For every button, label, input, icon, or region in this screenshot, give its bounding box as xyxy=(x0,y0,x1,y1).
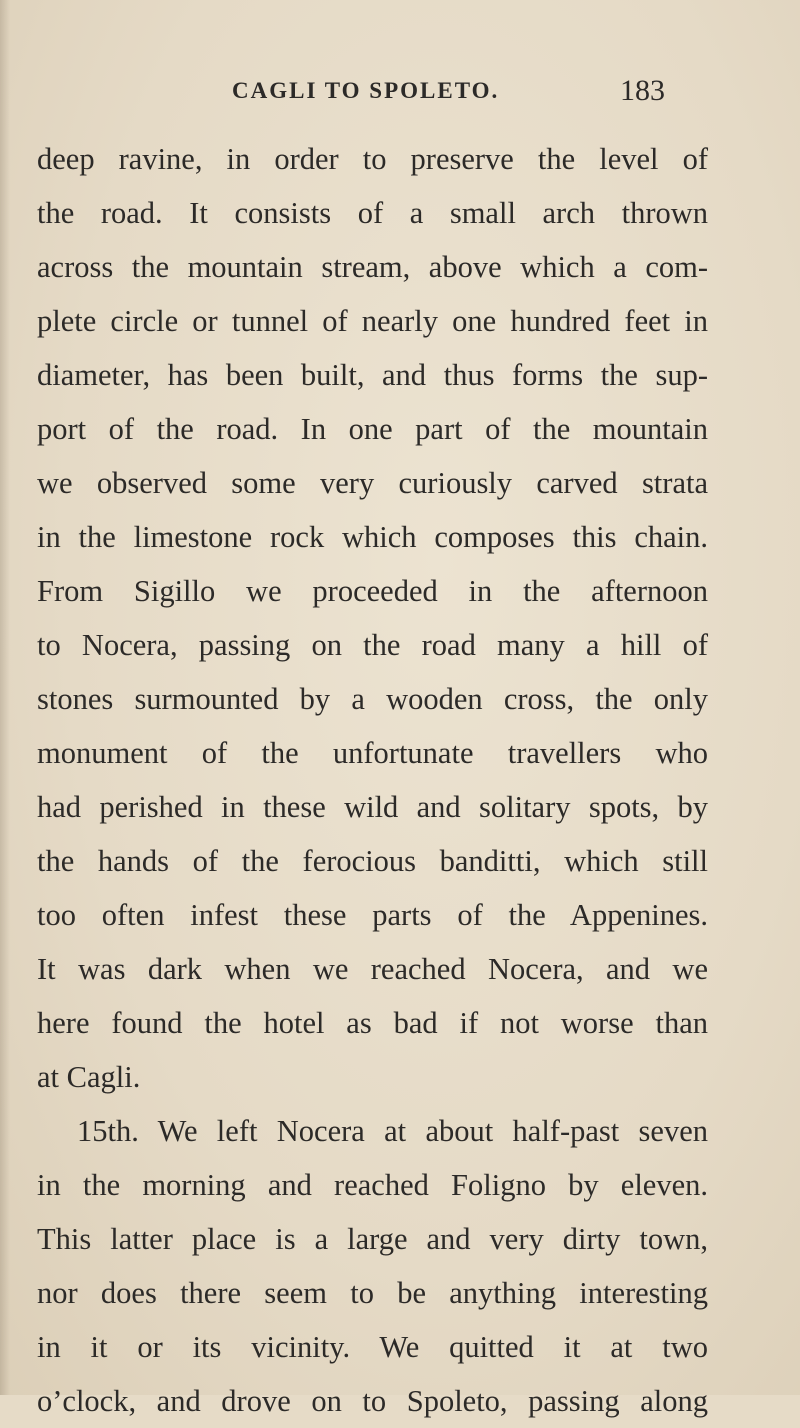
text-line: This latter place is a large and very dirty town, xyxy=(37,1222,708,1256)
text-line: in the limestone rock which composes this chain. xyxy=(37,520,708,554)
text-line: From Sigillo we proceeded in the afternoon xyxy=(37,574,708,608)
text-line: at Cagli. xyxy=(37,1060,141,1094)
text-line: o’clock, and drove on to Spoleto, passing along xyxy=(37,1384,708,1418)
text-line: stones surmounted by a wooden cross, the only xyxy=(37,682,708,716)
text-line: plete circle or tunnel of nearly one hundred feet in xyxy=(37,304,708,338)
text-line: in the morning and reached Foligno by eleven. xyxy=(37,1168,708,1202)
text-line: deep ravine, in order to preserve the level of xyxy=(37,142,708,176)
page-number: 183 xyxy=(620,74,665,107)
text-line: 15th. We left Nocera at about half-past seven xyxy=(77,1114,708,1148)
text-line: diameter, has been built, and thus forms the sup- xyxy=(37,358,708,392)
text-line: the road. It consists of a small arch thrown xyxy=(37,196,708,230)
text-line: to Nocera, passing on the road many a hill of xyxy=(37,628,708,662)
text-line: we observed some very curiously carved strata xyxy=(37,466,708,500)
text-line: across the mountain stream, above which a com- xyxy=(37,250,708,284)
text-line: monument of the unfortunate travellers who xyxy=(37,736,708,770)
text-line: port of the road. In one part of the mountain xyxy=(37,412,708,446)
running-head: CAGLI TO SPOLETO. xyxy=(232,78,500,103)
text-line: had perished in these wild and solitary spots, by xyxy=(37,790,708,824)
text-line: too often infest these parts of the Appenines. xyxy=(37,898,708,932)
text-line: the hands of the ferocious banditti, which still xyxy=(37,844,708,878)
page-gutter-shadow xyxy=(0,0,10,1395)
text-line: It was dark when we reached Nocera, and we xyxy=(37,952,708,986)
page-header xyxy=(0,74,800,114)
text-line: in it or its vicinity. We quitted it at two xyxy=(37,1330,708,1364)
text-line: nor does there seem to be anything interesting xyxy=(37,1276,708,1310)
text-line: here found the hotel as bad if not worse than xyxy=(37,1006,708,1040)
